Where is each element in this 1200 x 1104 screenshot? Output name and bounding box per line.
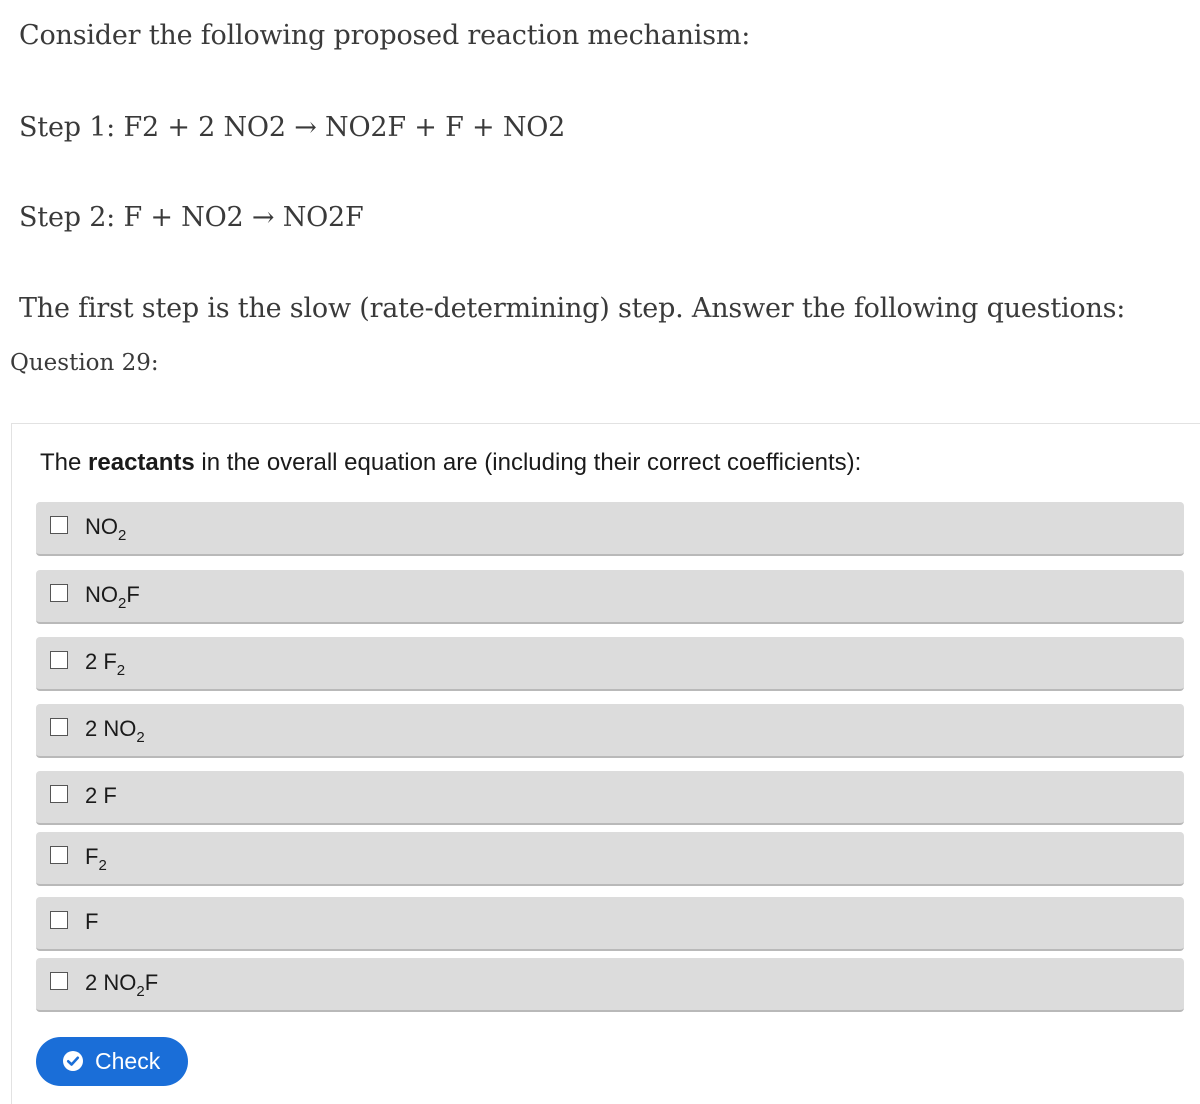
mechanism-step-1: Step 1: F2 + 2 NO2 → NO2F + F + NO2 — [19, 112, 566, 143]
option-suffix-text: F — [126, 582, 140, 607]
option-checkbox[interactable] — [50, 972, 68, 990]
intro-text: Consider the following proposed reaction mechanism: — [19, 20, 751, 51]
option-main-text: 2 F — [85, 649, 117, 674]
option-row[interactable] — [36, 897, 1184, 951]
option-main-text: 2 NO — [85, 716, 137, 741]
check-button[interactable] — [36, 1037, 188, 1086]
option-label[interactable] — [85, 970, 158, 1000]
option-label[interactable] — [85, 844, 107, 874]
option-label[interactable] — [85, 582, 140, 612]
prompt-emphasis: reactants — [88, 449, 195, 476]
option-checkbox[interactable] — [50, 846, 68, 864]
option-main-text: F — [85, 909, 99, 934]
option-subscript: 2 — [136, 729, 145, 746]
option-label[interactable] — [85, 909, 98, 939]
prompt-text-end: in the overall equation are (including their correct coefficients): — [194, 449, 862, 476]
question-number: Question 29: — [10, 350, 159, 376]
option-main-text: NO — [85, 514, 118, 539]
option-row[interactable] — [36, 832, 1184, 886]
option-label[interactable] — [85, 649, 125, 679]
option-checkbox[interactable] — [50, 584, 68, 602]
check-button-label: Check — [95, 1048, 161, 1074]
option-suffix-text: F — [144, 970, 159, 995]
mechanism-step-2: Step 2: F + NO2 → NO2F — [19, 202, 364, 233]
option-subscript: 2 — [118, 527, 127, 544]
option-row[interactable] — [36, 958, 1184, 1012]
option-row[interactable] — [36, 704, 1184, 758]
prompt-text-start: The — [40, 449, 89, 476]
option-main-text: 2 F — [85, 783, 117, 808]
option-row[interactable] — [36, 637, 1184, 691]
option-checkbox[interactable] — [50, 785, 68, 803]
option-main-text: NO — [85, 582, 118, 607]
question-prompt — [40, 449, 861, 477]
option-row[interactable] — [36, 771, 1184, 825]
option-subscript: 2 — [98, 857, 107, 874]
option-row[interactable] — [36, 570, 1184, 624]
option-checkbox[interactable] — [50, 651, 68, 669]
option-checkbox[interactable] — [50, 718, 68, 736]
option-main-text: 2 NO — [85, 970, 137, 995]
option-subscript: 2 — [136, 983, 145, 1000]
option-label[interactable] — [85, 783, 117, 813]
option-checkbox[interactable] — [50, 911, 68, 929]
option-subscript: 2 — [118, 595, 127, 612]
option-label[interactable] — [85, 514, 126, 544]
option-row[interactable] — [36, 502, 1184, 556]
option-checkbox[interactable] — [50, 516, 68, 534]
check-circle-icon — [63, 1051, 83, 1071]
option-label[interactable] — [85, 716, 145, 746]
option-subscript: 2 — [116, 662, 126, 679]
rate-step-note: The first step is the slow (rate-determining) step. Answer the following questions: — [19, 293, 1126, 324]
option-main-text: F — [85, 844, 99, 869]
